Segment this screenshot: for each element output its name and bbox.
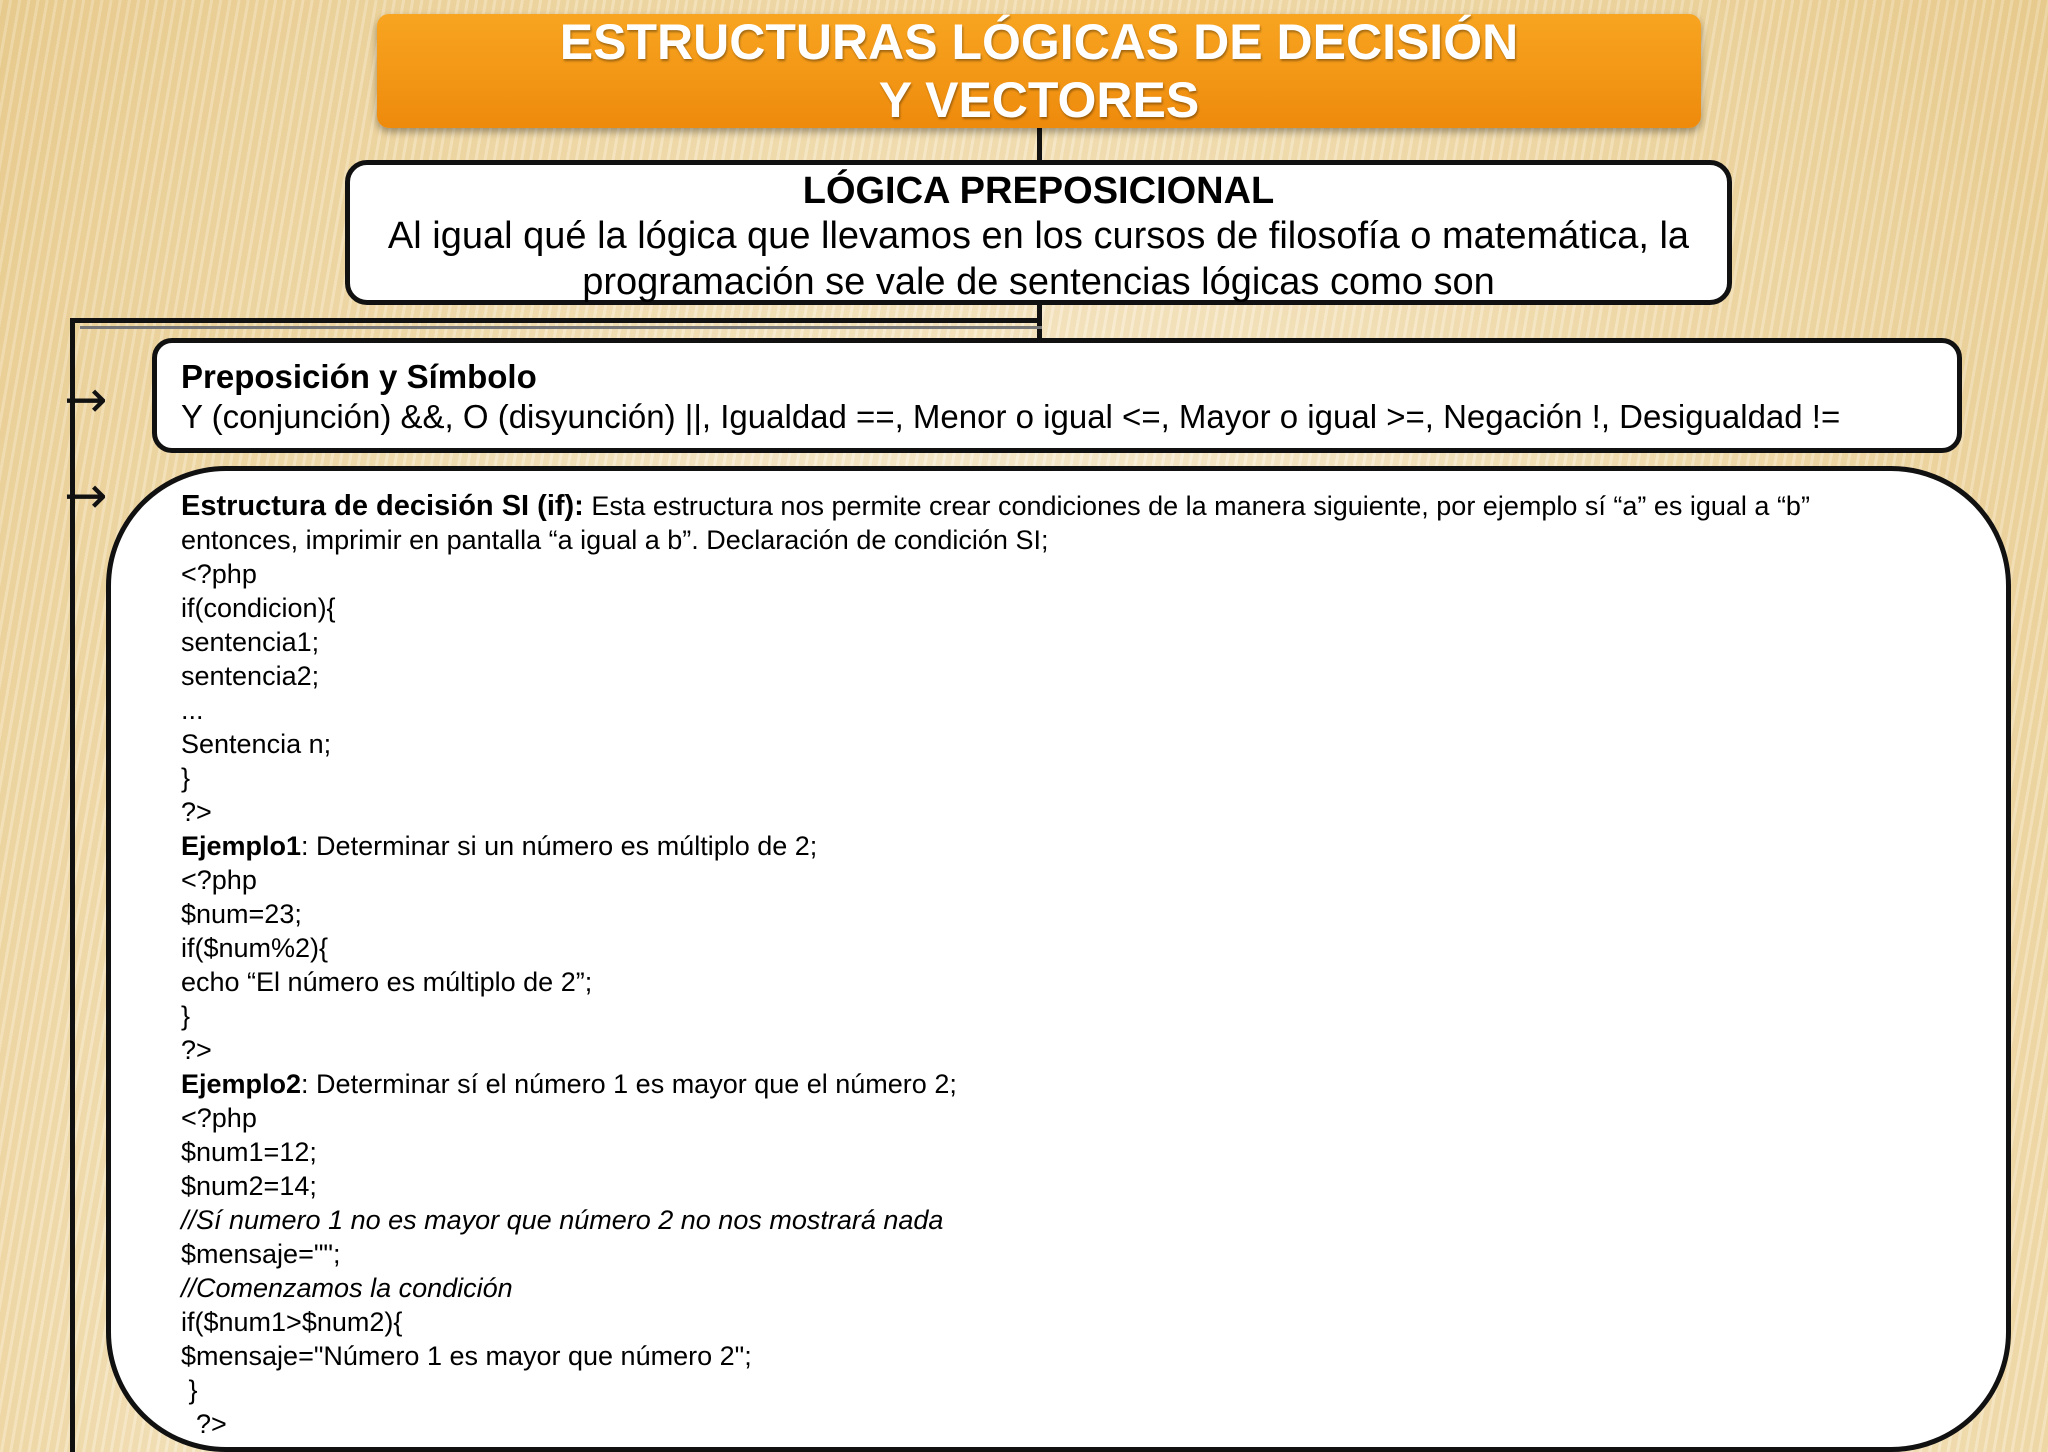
if-intro: [181, 489, 1910, 557]
logic-title: LÓGICA PREPOSICIONAL: [802, 170, 1275, 212]
example2-description: : Determinar sí el número 1 es mayor que el número 2;: [301, 1069, 957, 1099]
example2-label: Ejemplo2: [181, 1069, 302, 1099]
example1-heading: [181, 829, 1910, 863]
code-line: <?php: [181, 559, 257, 589]
code-line: ...: [181, 695, 204, 725]
if-title: Estructura de decisión SI (if):: [181, 490, 584, 522]
connector-horizontal: [70, 318, 1042, 323]
code-line: $mensaje="";: [181, 1239, 341, 1269]
preposition-symbol-box: [152, 338, 1962, 453]
code-line: sentencia2;: [181, 661, 320, 691]
example1-description: : Determinar si un número es múltiplo de 2;: [301, 831, 818, 861]
code-line: if(condicion){: [181, 593, 336, 623]
code-line: ?>: [181, 1035, 212, 1065]
code-line: ?>: [181, 1409, 227, 1439]
title-banner: [377, 14, 1701, 128]
code-comment: //Sí numero 1 no es mayor que número 2 no nos mostrará nada: [181, 1205, 944, 1235]
code-line: $num=23;: [181, 899, 302, 929]
if-description: Esta estructura nos permite crear condiciones de la manera siguiente, por ejemplo sí “a” es igual a “b” entonces, imprimir en pantalla “a igual a b”. Declaración de condición SI;: [181, 491, 1810, 555]
code-line: $num2=14;: [181, 1171, 317, 1201]
code-line: }: [181, 1001, 191, 1031]
code-line: $mensaje="Número 1 es mayor que número 2";: [181, 1341, 752, 1371]
arrow-right-icon: →: [64, 466, 108, 526]
code-line: ?>: [181, 797, 212, 827]
example1-label: Ejemplo1: [181, 831, 302, 861]
code-line: $num1=12;: [181, 1137, 317, 1167]
code-line: <?php: [181, 1103, 257, 1133]
if-structure-box: [106, 466, 2011, 1452]
preposition-list: Y (conjunción) &&, O (disyunción) ||, Igualdad ==, Menor o igual <=, Mayor o igual >=, Negación !, Desigualdad !=: [181, 398, 1841, 435]
page-title: ESTRUCTURAS LÓGICAS DE DECISIÓN Y VECTORES: [559, 14, 1519, 128]
code-line: Sentencia n;: [181, 729, 332, 759]
code-comment: //Comenzamos la condición: [181, 1273, 513, 1303]
preposition-title: Preposición y Símbolo: [181, 358, 537, 395]
code-line: }: [181, 763, 191, 793]
code-line: }: [181, 1375, 198, 1405]
code-line: <?php: [181, 865, 257, 895]
code-line: sentencia1;: [181, 627, 320, 657]
code-line: if($num1>$num2){: [181, 1307, 403, 1337]
logic-preposicional-box: [345, 160, 1732, 305]
code-line: if($num%2){: [181, 933, 329, 963]
code-line: echo “El número es múltiplo de 2”;: [181, 967, 593, 997]
connector-title-logic: [1037, 128, 1042, 161]
example2-heading: [181, 1067, 1910, 1101]
logic-description: Al igual qué la lógica que llevamos en los cursos de filosofía o matemática, la programación se vale de sentencias lógicas como son: [387, 215, 1690, 303]
arrow-right-icon: →: [64, 370, 108, 430]
connector-horizontal-shadow: [80, 326, 1042, 329]
